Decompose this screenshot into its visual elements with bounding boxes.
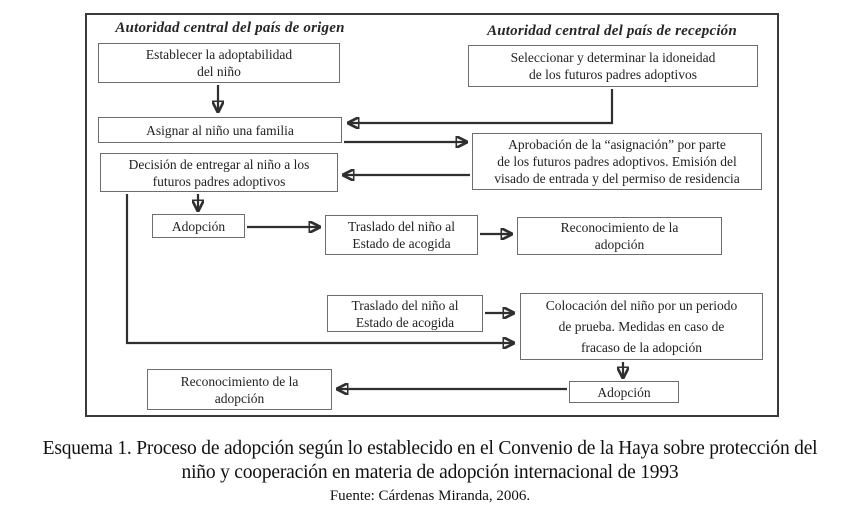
box-traslado-2 — [327, 295, 483, 332]
box-text-line: visado de entrada y del permiso de residencia — [494, 171, 740, 186]
caption-source: Fuente: Cárdenas Miranda, 2006. — [329, 488, 531, 504]
box-aprobacion-asignacion — [472, 133, 762, 190]
header-origin-authority: Autoridad central del país de origen — [115, 20, 345, 36]
box-decision-entrega — [100, 153, 338, 192]
box-text-line: Asignar al niño una familia — [146, 122, 294, 138]
box-text-line: adopción — [594, 237, 645, 252]
box-text-line: Adopción — [597, 384, 651, 400]
box-adopcion-2 — [569, 381, 679, 403]
box-text-line: Adopción — [171, 218, 226, 234]
box-text-line: Colocación del niño por un periodo — [545, 298, 738, 313]
box-asignar-familia — [98, 117, 342, 143]
box-text-line: futuros padres adoptivos — [152, 173, 286, 189]
figure-caption — [0, 437, 860, 505]
box-text-line: adopción — [214, 390, 265, 406]
box-text-line: Reconocimiento de la — [180, 373, 299, 389]
box-text-line: de los futuros padres adoptivos. Emisión del — [497, 154, 737, 169]
box-traslado-1 — [325, 215, 478, 255]
box-text-line: Aprobación de la “asignación” por parte — [508, 137, 726, 152]
box-reconocimiento-1 — [517, 217, 722, 255]
box-text-line: de prueba. Medidas en caso de — [558, 319, 725, 334]
header-reception-authority: Autoridad central del país de recepción — [487, 23, 737, 39]
box-establecer-adoptabilidad — [98, 43, 340, 83]
box-text-line: Seleccionar y determinar la idoneidad — [510, 50, 716, 65]
box-text-line: Establecer la adoptabilidad — [145, 47, 293, 62]
box-reconocimiento-2 — [147, 369, 332, 410]
caption-line-1: Esquema 1. Proceso de adopción según lo establecido en el Convenio de la Haya sobre protección del — [42, 438, 818, 459]
box-text-line: de los futuros padres adoptivos — [529, 67, 697, 82]
caption-line-2: niño y cooperación en materia de adopción internacional de 1993 — [181, 461, 679, 483]
box-adopcion-1 — [152, 214, 245, 238]
box-seleccionar-idoneidad — [468, 45, 758, 87]
box-text-line: Estado de acogida — [355, 314, 455, 330]
box-text-line: Reconocimiento de la — [560, 220, 679, 235]
box-text-line: Decisión de entregar al niño a los — [128, 156, 310, 172]
box-text-line: fracaso de la adopción — [580, 340, 703, 355]
box-text-line: Estado de acogida — [352, 236, 451, 251]
box-text-line: del niño — [197, 64, 241, 79]
box-text-line: Traslado del niño al — [347, 219, 456, 234]
box-colocacion-prueba — [520, 293, 763, 360]
box-text-line: Traslado del niño al — [351, 297, 459, 313]
